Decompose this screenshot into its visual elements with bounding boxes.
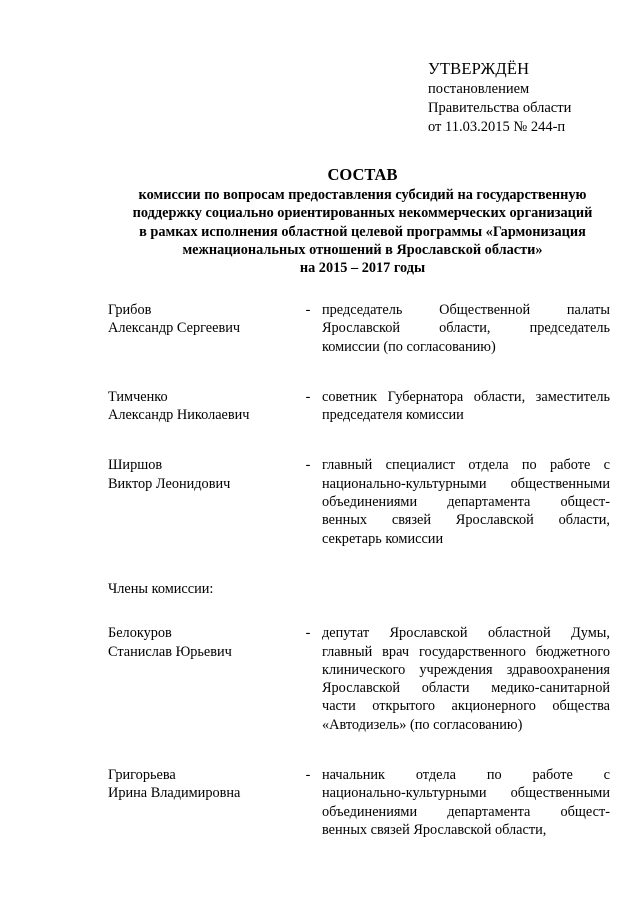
dash-separator: - [305,388,311,405]
member-entry [108,624,610,734]
member-role: советник Губернатора области, заместитель председателя комиссии [322,388,610,424]
member-role: председатель Общественной палаты Ярославской области, председатель комиссии (по согласованию) [322,302,610,355]
document-title: СОСТАВ [327,165,398,184]
approval-title: УТВЕРЖДЁН [428,59,530,78]
approval-line: Правительства области [428,100,572,116]
commission-list [108,301,610,839]
dash-separator: - [305,767,311,784]
approval-line: постановлением [428,81,530,97]
member-name: Тимченко Александр Николаевич [108,388,250,424]
heading-line: межнациональных отношений в Ярославской области» [182,241,543,258]
member-name: Грибов Александр Сергеевич [108,302,241,337]
member-role: начальник отдела по работе с национально-культурными общественными объединениями департамента общест- венных связей Ярославской области, [322,767,610,838]
member-entry [108,301,610,356]
heading-line: на 2015 – 2017 годы [299,260,426,277]
member-entry [108,456,610,547]
document-heading [90,164,635,277]
heading-line: в рамках исполнения областной целевой программы «Гармонизация [139,223,586,240]
heading-line: поддержку социально ориентированных некоммерческих организаций [132,205,593,222]
member-name: Ширшов Виктор Леонидович [108,457,231,492]
member-role: депутат Ярославской областной Думы, главный врач государственного бюджетного клинического учреждения здравоохранения Ярославской области медико-санитарной части открытого акционерного общества «Автодизель» (по согласованию) [322,625,610,733]
dash-separator: - [305,625,311,642]
dash-separator: - [305,457,311,474]
approval-line: от 11.03.2015 № 244-п [428,119,566,135]
approval-stamp [428,58,628,137]
members-section-label: Члены комиссии: [108,580,214,597]
heading-line: комиссии по вопросам предоставления субсидий на государственную [138,187,587,203]
member-entry [108,766,610,839]
member-entry [108,388,610,425]
member-name: Григорьева Ирина Владимировна [108,767,241,802]
dash-separator: - [305,302,311,318]
member-role: главный специалист отдела по работе с национально-культурными общественными объединениями департамента общест- венных связей Ярославской области, секретарь комиссии [322,457,610,547]
member-name: Белокуров Станислав Юрьевич [108,625,232,660]
